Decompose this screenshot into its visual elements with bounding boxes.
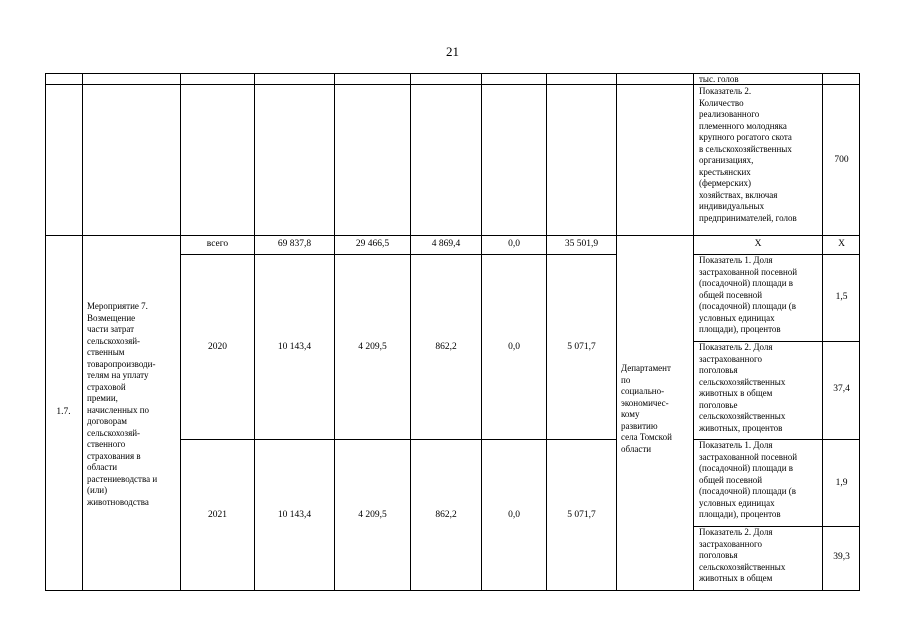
indicator-text: Показатель 2. Доля застрахованного поголовья сельскохозяйственных животных в общем поголовье сельскохозяйственных животных, процентов [699, 342, 786, 433]
row-rule [180, 439, 616, 440]
row-rule [180, 254, 616, 255]
extra-cell: 5 071,7 [567, 510, 596, 520]
year-cell: всего [206, 239, 229, 249]
total-indicator: Х [754, 239, 762, 249]
event-number: 1.7. [56, 407, 71, 417]
regional-cell: 4 869,4 [431, 239, 461, 249]
local-cell: 0,0 [508, 342, 520, 352]
column-rule [693, 73, 694, 591]
row-rule [45, 84, 860, 85]
indicator-value: 700 [834, 155, 849, 165]
page-number: 21 [446, 44, 459, 59]
regional-cell: 862,2 [435, 510, 457, 520]
row-rule [45, 235, 860, 236]
indicator-value: 37,4 [833, 384, 850, 394]
local-cell: 0,0 [508, 239, 520, 249]
total-cell: 69 837,8 [277, 239, 312, 249]
year-cell: 2021 [208, 510, 227, 520]
column-rule [616, 73, 617, 591]
event-executor: Департамент по социально- экономичес- кому развитию села Томской области [621, 363, 672, 454]
regional-cell: 862,2 [435, 342, 457, 352]
indicator-text: Показатель 2. Количество реализованного племенного молодняка крупного рогатого скота в сельскохозяйственных организациях, крестьянских (фермерских) хозяйствах, включая индивидуальных предпринимателей, голов [699, 86, 797, 223]
extra-cell: 5 071,7 [567, 342, 596, 352]
total-indicator-value: Х [838, 239, 845, 249]
total-cell: 10 143,4 [277, 342, 312, 352]
federal-cell: 4 209,5 [358, 342, 387, 352]
column-rule [822, 73, 823, 591]
event-name: Мероприятие 7. Возмещение части затрат сельскохозяй- ственным товаропроизводи- телям на уплату страховой премии, начисленных по договорам сельскохозяй- ственного страхования в области растениеводства и (или) животноводства [87, 301, 158, 507]
federal-cell: 29 466,5 [355, 239, 390, 249]
extra-cell: 35 501,9 [564, 239, 599, 249]
indicator-text: Показатель 1. Доля застрахованной посевной (посадочной) площади в общей посевной (посадочной) площади (в условных единицах площади), процентов [699, 440, 798, 519]
indicator-value: 1,9 [835, 478, 848, 488]
indicator-text: Показатель 1. Доля застрахованной посевной (посадочной) площади в общей посевной (посадочной) площади (в условных единицах площади), процентов [699, 255, 798, 334]
federal-cell: 4 209,5 [358, 510, 387, 520]
local-cell: 0,0 [508, 510, 520, 520]
program-table [45, 73, 860, 591]
indicator-value: 39,3 [833, 552, 850, 562]
indicator-text: Показатель 2. Доля застрахованного поголовья сельскохозяйственных животных в общем [699, 527, 786, 583]
indicator-value: 1,5 [835, 292, 848, 302]
year-cell: 2020 [208, 342, 227, 352]
unit-fragment: тыс. голов [699, 74, 739, 84]
column-rule [82, 73, 83, 591]
total-cell: 10 143,4 [277, 510, 312, 520]
